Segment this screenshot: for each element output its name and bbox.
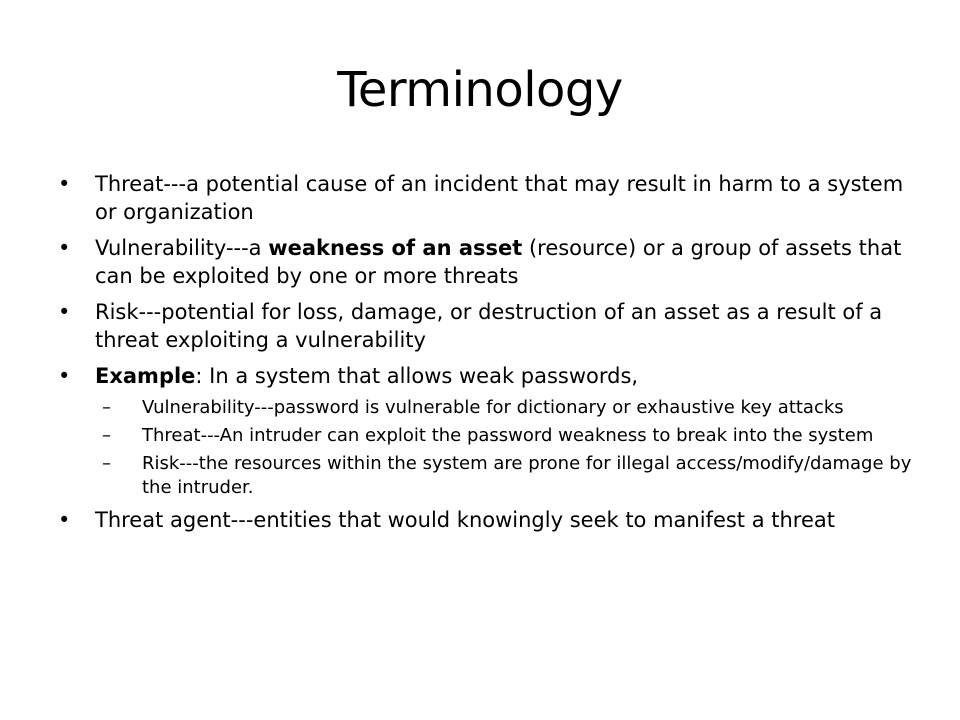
bullet-text: Vulnerability---a bbox=[95, 236, 269, 260]
bullet-text: : In a system that allows weak passwords, bbox=[195, 364, 639, 388]
bullet-text: (resource) or a group of assets that can be exploited by one or more threats bbox=[95, 236, 902, 288]
sub-item-text: Vulnerability---password is vulnerable for dictionary or exhaustive key attacks bbox=[142, 397, 844, 418]
bullet-icon: • bbox=[58, 508, 71, 532]
bullet-text: Risk---potential for loss, damage, or destruction of an asset as a result of a threat exploiting a vulnerability bbox=[95, 300, 883, 352]
bullet-icon: • bbox=[58, 300, 71, 324]
bullet-item-threat-agent bbox=[56, 506, 916, 534]
sub-item-text: Risk---the resources within the system are prone for illegal access/modify/damage by the intruder. bbox=[142, 453, 912, 498]
bullet-icon: • bbox=[58, 364, 71, 388]
bullet-text-bold: weakness of an asset bbox=[268, 236, 523, 260]
bullet-icon: • bbox=[58, 236, 71, 260]
slide-title: Terminology bbox=[337, 62, 623, 118]
bullet-text: Threat---a potential cause of an incident that may result in harm to a system or organization bbox=[95, 172, 904, 224]
sub-item-threat bbox=[56, 424, 916, 448]
bullet-list bbox=[56, 170, 916, 542]
bullet-item-vulnerability bbox=[56, 234, 916, 290]
sub-item-text: Threat---An intruder can exploit the password weakness to break into the system bbox=[142, 425, 874, 446]
sub-item-vulnerability bbox=[56, 396, 916, 420]
dash-icon: – bbox=[102, 425, 111, 446]
dash-icon: – bbox=[102, 397, 111, 418]
bullet-item-threat bbox=[56, 170, 916, 226]
bullet-text-bold: Example bbox=[95, 364, 196, 388]
bullet-item-risk bbox=[56, 298, 916, 354]
sub-item-risk bbox=[56, 452, 916, 500]
dash-icon: – bbox=[102, 453, 111, 474]
bullet-text: Threat agent---entities that would knowingly seek to manifest a threat bbox=[95, 508, 835, 532]
bullet-item-example bbox=[56, 362, 916, 390]
bullet-icon: • bbox=[58, 172, 71, 196]
